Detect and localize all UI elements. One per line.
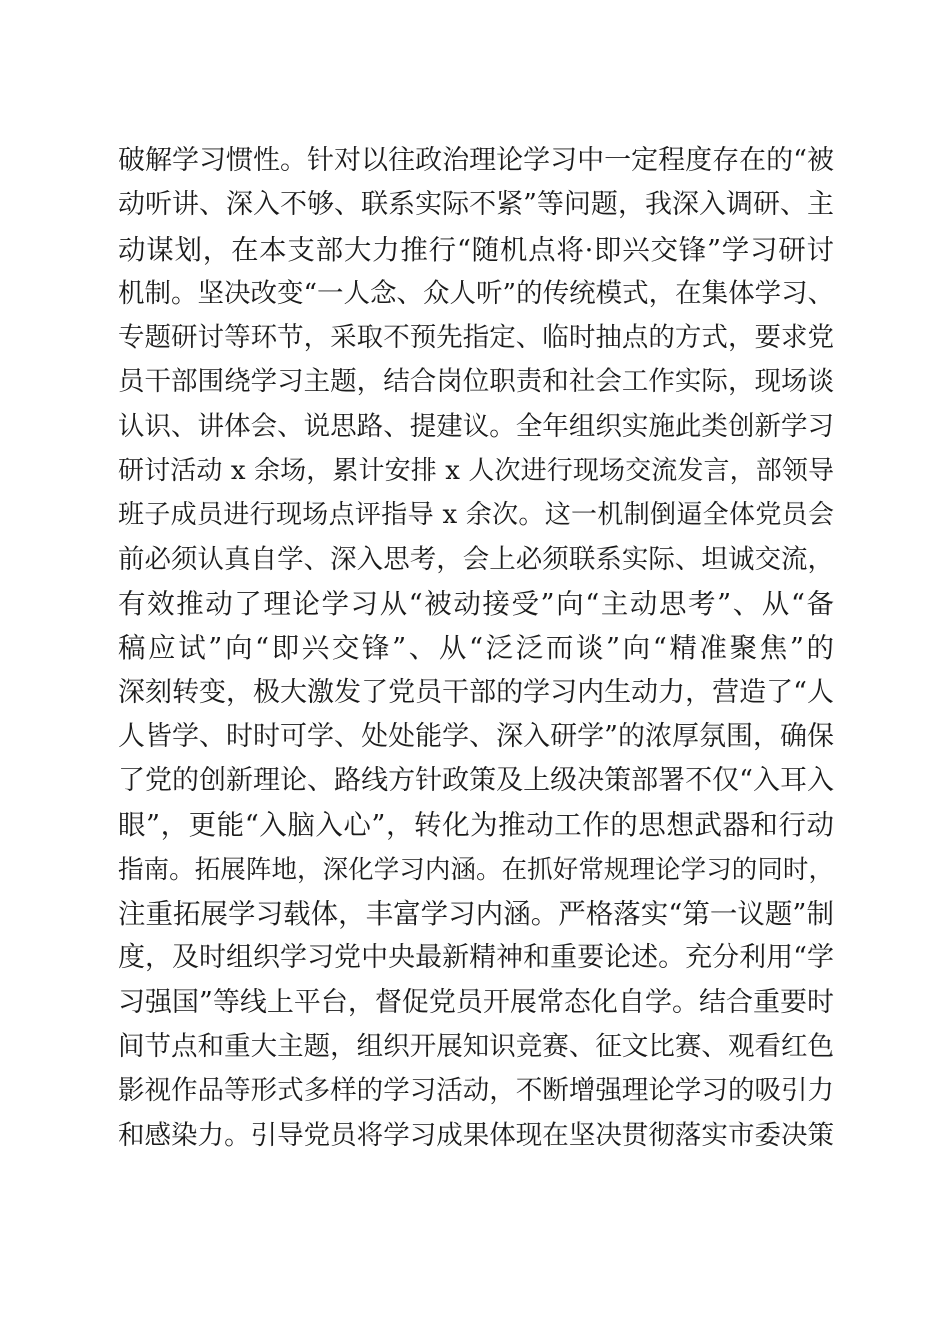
text-line-4: 机制。坚决改变“一人念、众人听”的传统模式，在集体学习、 bbox=[118, 277, 834, 309]
text-line-3: 动谋划，在本支部大力推行“随机点将·即兴交锋”学习研讨 bbox=[118, 233, 834, 266]
text-line-16: 眼”，更能“入脑入心”，转化为推动工作的思想武器和行动 bbox=[118, 809, 834, 842]
text-line-23: 和感染力。引导党员将学习成果体现在坚决贯彻落实市委决策 bbox=[118, 1119, 834, 1151]
text-line-10: 前必须认真自学、深入思考，会上必须联系实际、坦诚交流， bbox=[118, 543, 834, 575]
text-line-2: 动听讲、深入不够、联系实际不紧”等问题，我深入调研、主 bbox=[118, 189, 834, 221]
text-line-11: 有效推动了理论学习从“被动接受”向“主动思考”、从“备 bbox=[118, 587, 834, 620]
text-line-9: 班子成员进行现场点评指导 x 余次。这一机制倒逼全体党员会 bbox=[118, 500, 834, 531]
text-line-6: 员干部围绕学习主题，结合岗位职责和社会工作实际，现场谈 bbox=[118, 366, 834, 398]
text-line-14: 人皆学、时时可学、处处能学、深入研学”的浓厚氛围，确保 bbox=[118, 720, 834, 752]
text-line-20: 习强国”等线上平台，督促党员开展常态化自学。结合重要时 bbox=[118, 986, 834, 1018]
text-line-18: 注重拓展学习载体，丰富学习内涵。严格落实“第一议题”制 bbox=[118, 898, 834, 931]
text-line-19: 度，及时组织学习党中央最新精神和重要论述。充分利用“学 bbox=[118, 942, 834, 974]
text-line-1: 破解学习惯性。针对以往政治理论学习中一定程度存在的“被 bbox=[118, 145, 834, 176]
text-line-15: 了党的创新理论、路线方针政策及上级决策部署不仅“入耳入 bbox=[118, 765, 834, 797]
body-text bbox=[118, 139, 834, 1158]
text-line-22: 影视作品等形式多样的学习活动，不断增强理论学习的吸引力 bbox=[118, 1075, 834, 1107]
text-line-21: 间节点和重大主题，组织开展知识竞赛、征文比赛、观看红色 bbox=[118, 1030, 834, 1062]
text-line-8: 研讨活动 x 余场，累计安排 x 人次进行现场交流发言，部领导 bbox=[118, 456, 834, 487]
text-line-17: 指南。拓展阵地，深化学习内涵。在抓好常规理论学习的同时， bbox=[118, 854, 834, 885]
text-line-12: 稿应试”向“即兴交锋”、从“泛泛而谈”向“精准聚焦”的 bbox=[118, 632, 834, 665]
text-line-13: 深刻转变，极大激发了党员干部的学习内生动力，营造了“人 bbox=[118, 676, 834, 708]
text-line-7: 认识、讲体会、说思路、提建议。全年组织实施此类创新学习 bbox=[118, 410, 834, 442]
text-line-5: 专题研讨等环节，采取不预先指定、临时抽点的方式，要求党 bbox=[118, 322, 834, 354]
